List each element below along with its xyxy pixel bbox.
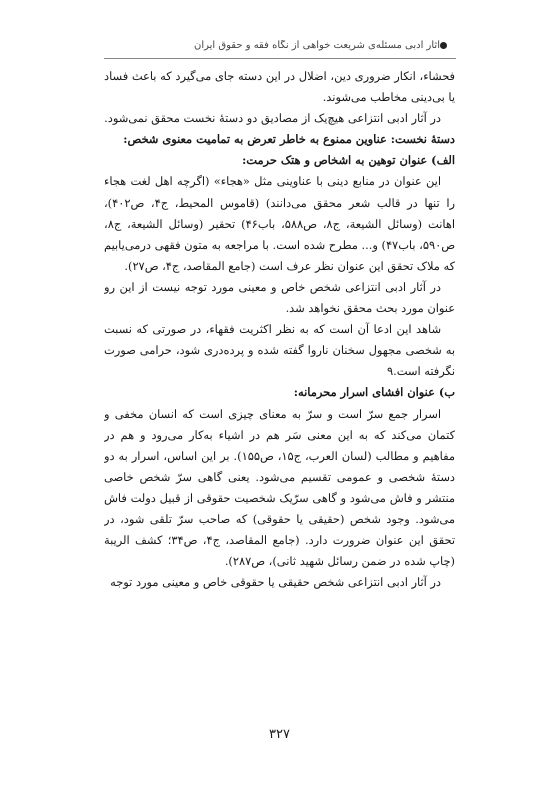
page-number: ۳۲۷ [269,727,290,742]
paragraph: فحشاء، انکار ضروری دین، اضلال در این دسته جای می‌گیرد که باعث فساد یا بی‌دینی مخاطب می‌شوند. [104,69,455,105]
paragraph: این عنوان در منابع دینی با عناوینی مثل «هجاء» (اگرچه اهل لغت هجاء را تنها در قالب شعر محقق می‌دانند) (قاموس المحیط، ج۴، ص۴۰۲)، اهانت (وسائل الشیعة، ج۸، ص۵۸۸، باب۴۶) تحقیر (وسائل الشیعة، ج۸، ص۵۹۰، باب۴۷) و... مطرح شده است. با مراجعه به متون فقهی درمی‌یابیم که ملاک تحقق این عنوان نظر عرف است (جامع المقاصد، ج۴، ص۲۷). [104,174,455,273]
header-bullet-icon [440,42,447,49]
paragraph: در آثار ادبی انتزاعی هیچ‌یک از مصادیق دو دستهٔ نخست محقق نمی‌شود. [104,111,441,126]
running-header [108,38,453,52]
paragraph: اسرار جمع سرّ است و سرّ به معنای چیزی است که انسان مخفی و کتمان می‌کند که به این معنی سَر هم در اشیاء به‌کار می‌رود و هم در مفاهیم و مطالب (لسان العرب، ج۱۵، ص۱۵۵). بر این اساس، اسرار به دو دستهٔ شخصی و عمومی تقسیم می‌شود. یعنی گاهی سرّ شخص خاصی منتشر و فاش می‌شود و گاهی سرّیک شخصیت حقوقی از قبیل دولت فاش می‌شود. وجود شخص (حقیقی یا حقوقی) که صاحب سرّ تلقی شود، در تحقق این عنوان ضرورت دارد. (جامع المقاصد، ج۴، ص۳۴؛ کشف الریبة (چاپ شده در ضمن رسائل شهید ثانی)، ص۲۸۷). [104,406,455,569]
paragraph: شاهد این ادعا آن است که به نظر اکثریت فقهاء، در صورتی که نسبت به شخصی مجهول سخنان ناروا گفته شده و پرده‌دری شود، حرامی صورت نگرفته است.۹ [104,322,455,379]
header-rule [104,58,456,59]
section-heading: دستهٔ نخست: عناوین ممنوع به خاطر تعرض به تمامیت معنوی شخص: [123,132,455,147]
subsection-heading: ب) عنوان افشای اسرار محرمانه: [293,385,455,400]
subsection-heading: الف) عنوان توهین به اشخاص و هتک حرمت: [242,153,455,168]
paragraph: در آثار ادبی انتزاعی شخص حقیقی یا حقوقی خاص و معینی مورد توجه [110,575,441,590]
header-title: آثار ادبی مسئله‌ی شریعت خواهی از نگاه فقه و حقوق ایران [193,39,440,51]
body-text [104,66,455,746]
paragraph: در آثار ادبی انتزاعی شخص خاص و معینی مورد توجه نیست از این رو عنوان مورد بحث محقق نخواهد شد. [104,279,455,316]
